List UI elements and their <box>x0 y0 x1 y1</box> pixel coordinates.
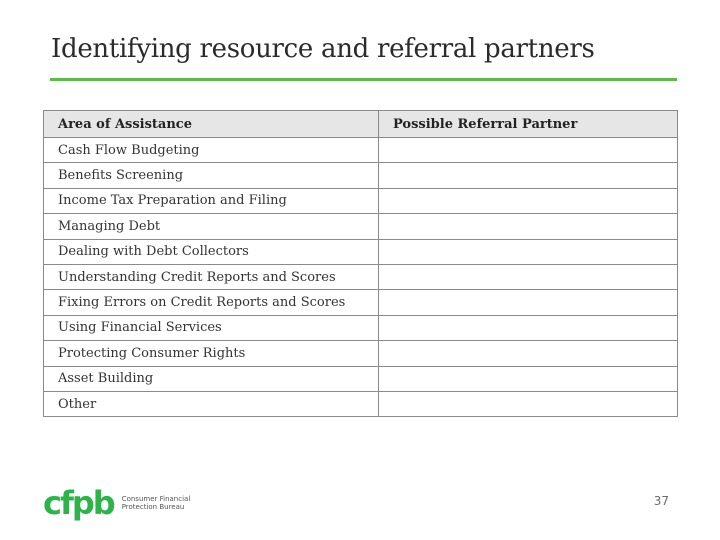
area-cell: Other <box>44 391 379 416</box>
table-row <box>44 188 678 213</box>
header-area-of-assistance: Area of Assistance <box>44 111 379 138</box>
table-row <box>44 163 678 188</box>
table-row <box>44 341 678 366</box>
table-row <box>44 264 678 289</box>
partner-cell[interactable] <box>379 366 678 391</box>
area-cell: Asset Building <box>44 366 379 391</box>
partner-cell[interactable] <box>379 239 678 264</box>
area-cell: Fixing Errors on Credit Reports and Scores <box>44 290 379 315</box>
partner-cell[interactable] <box>379 391 678 416</box>
logo-line-1: Consumer Financial <box>121 495 191 503</box>
table-row <box>44 214 678 239</box>
table-row <box>44 239 678 264</box>
table-row <box>44 315 678 340</box>
area-cell: Income Tax Preparation and Filing <box>44 188 379 213</box>
partner-cell[interactable] <box>379 163 678 188</box>
partner-cell[interactable] <box>379 315 678 340</box>
logo-line-2: Protection Bureau <box>121 503 185 511</box>
table-row <box>44 290 678 315</box>
slide-title: Identifying resource and referral partners <box>51 34 595 64</box>
partner-cell[interactable] <box>379 341 678 366</box>
table-row <box>44 391 678 416</box>
referral-table <box>43 110 678 417</box>
partner-cell[interactable] <box>379 214 678 239</box>
header-possible-referral-partner: Possible Referral Partner <box>379 111 678 138</box>
cfpb-logo-mark: cfpb <box>43 484 114 522</box>
cfpb-logo-text <box>122 495 191 511</box>
area-cell: Understanding Credit Reports and Scores <box>44 264 379 289</box>
page-number: 37 <box>653 494 669 508</box>
partner-cell[interactable] <box>379 138 678 163</box>
partner-cell[interactable] <box>379 188 678 213</box>
title-underline <box>50 78 677 81</box>
partner-cell[interactable] <box>379 290 678 315</box>
table-header-row <box>44 111 678 138</box>
area-cell: Dealing with Debt Collectors <box>44 239 379 264</box>
partner-cell[interactable] <box>379 264 678 289</box>
area-cell: Managing Debt <box>44 214 379 239</box>
area-cell: Cash Flow Budgeting <box>44 138 379 163</box>
table-row <box>44 366 678 391</box>
cfpb-logo <box>43 486 190 520</box>
area-cell: Using Financial Services <box>44 315 379 340</box>
table-row <box>44 138 678 163</box>
area-cell: Protecting Consumer Rights <box>44 341 379 366</box>
area-cell: Benefits Screening <box>44 163 379 188</box>
